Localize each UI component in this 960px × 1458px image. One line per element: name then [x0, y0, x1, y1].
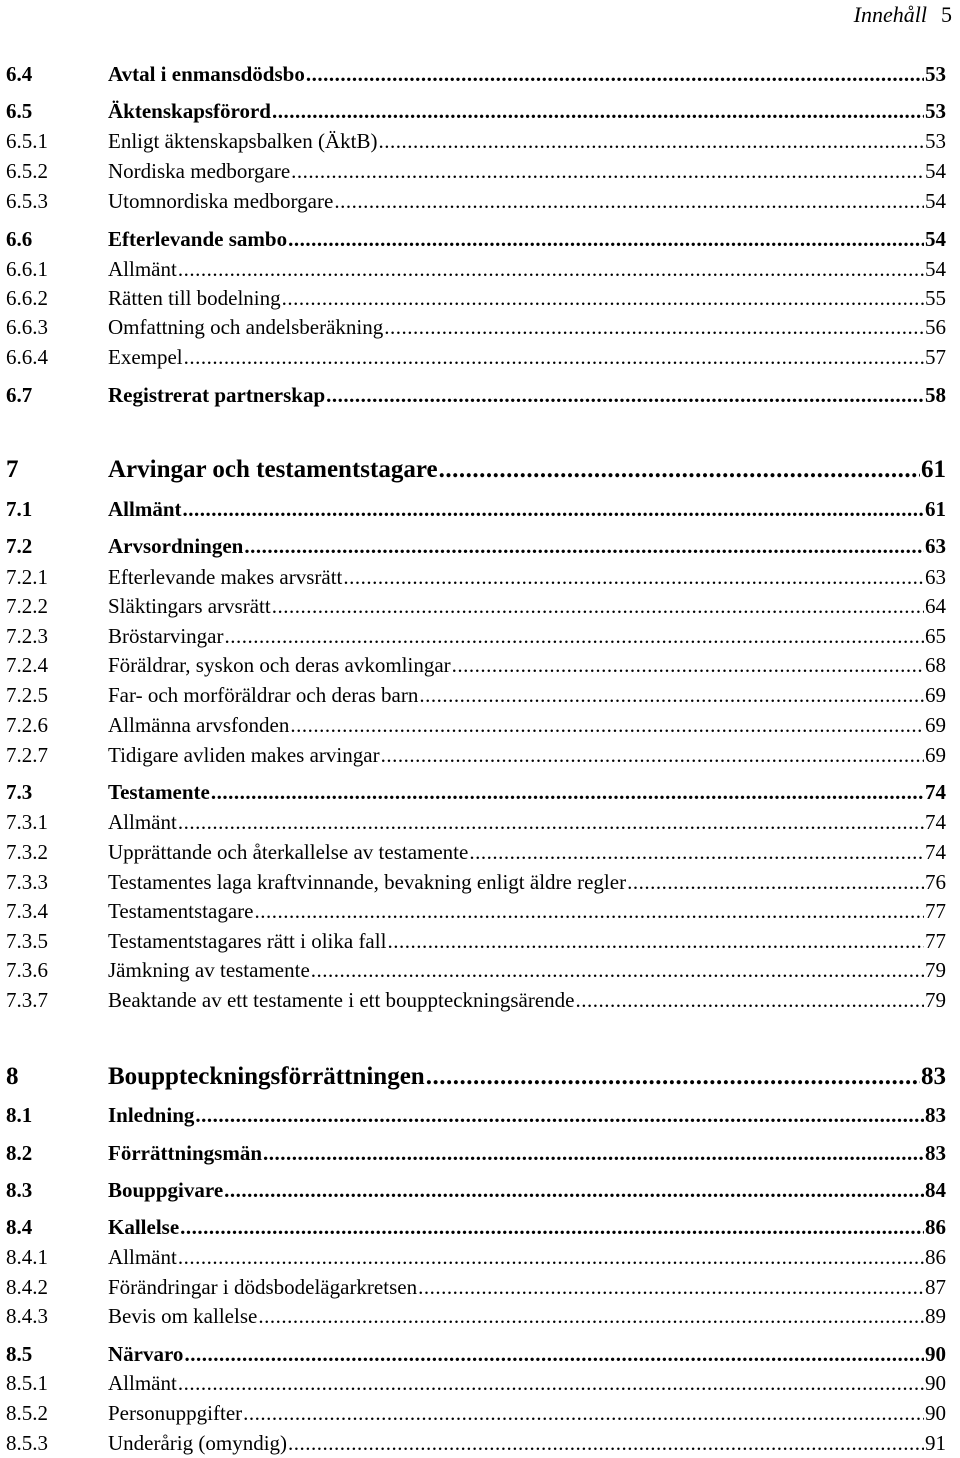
toc-entry[interactable]: [6, 312, 946, 342]
toc-dot-leader: [195, 1100, 924, 1130]
toc-entry[interactable]: [6, 494, 946, 524]
toc-entry[interactable]: [6, 1212, 946, 1242]
toc-entry-number: 7.3.1: [6, 810, 48, 834]
toc-entry-title: Kallelse: [108, 1215, 180, 1239]
toc-entry-title: Personuppgifter: [108, 1401, 243, 1425]
toc-entry[interactable]: [6, 342, 946, 372]
toc-entry-title: Underårig (omyndig): [108, 1431, 288, 1455]
toc-dot-leader: [183, 494, 925, 524]
toc-entry[interactable]: [6, 224, 946, 254]
toc-entry-title: Allmänt: [108, 1245, 177, 1269]
toc-entry-page: 90: [925, 1342, 946, 1366]
toc-entry-number: 7.3.2: [6, 840, 48, 864]
toc-dot-leader: [311, 955, 924, 985]
toc-dot-leader: [426, 1062, 920, 1092]
toc-entry-number: 6.6.4: [6, 345, 48, 369]
toc-dot-leader: [306, 59, 924, 89]
toc-entry[interactable]: [6, 955, 946, 985]
toc-entry-number: 6.5: [6, 99, 33, 123]
toc-entry-page: 91: [925, 1431, 946, 1455]
toc-dot-leader: [224, 1175, 924, 1205]
toc-entry-number: 6.7: [6, 383, 33, 407]
toc-entry-number: 6.4: [6, 62, 33, 86]
toc-entry-title: Närvaro: [108, 1342, 184, 1366]
toc-entry[interactable]: [6, 455, 946, 485]
toc-entry-number: 7.2.3: [6, 624, 48, 648]
toc-entry[interactable]: [6, 562, 946, 592]
toc-entry-page: 83: [925, 1103, 946, 1127]
toc-dot-leader: [439, 455, 920, 485]
toc-entry[interactable]: [6, 1242, 946, 1272]
toc-dot-leader: [452, 650, 924, 680]
toc-entry-page: 77: [925, 899, 946, 923]
toc-dot-leader: [290, 710, 924, 740]
toc-entry[interactable]: [6, 777, 946, 807]
toc-entry-title: Arvingar och testamentstagare: [108, 456, 438, 483]
toc-dot-leader: [288, 224, 924, 254]
toc-entry[interactable]: [6, 1428, 946, 1458]
toc-entry[interactable]: [6, 283, 946, 313]
toc-entry-title: Inledning: [108, 1103, 195, 1127]
toc-entry-title: Efterlevande sambo: [108, 227, 288, 251]
toc-entry-number: 8.3: [6, 1178, 33, 1202]
toc-entry-number: 7.2.4: [6, 653, 48, 677]
toc-dot-leader: [211, 777, 924, 807]
toc-entry-number: 8.4.1: [6, 1245, 48, 1269]
toc-entry-title: Tidigare avliden makes arvingar: [108, 743, 380, 767]
toc-dot-leader: [224, 621, 924, 651]
toc-entry-title: Släktingars arvsrätt: [108, 594, 271, 618]
toc-entry-title: Föräldrar, syskon och deras avkomlingar: [108, 653, 451, 677]
toc-entry-title: Testamente: [108, 780, 210, 804]
toc-entry[interactable]: [6, 1100, 946, 1130]
toc-entry-page: 63: [925, 565, 946, 589]
toc-entry-page: 53: [925, 129, 946, 153]
toc-entry-title: Utomnordiska medborgare: [108, 189, 334, 213]
toc-entry-number: 7.2.6: [6, 713, 48, 737]
toc-entry-number: 7.2.7: [6, 743, 48, 767]
toc-entry-number: 6.5.2: [6, 159, 48, 183]
toc-entry-title: Avtal i enmansdödsbo: [108, 62, 305, 86]
toc-dot-leader: [343, 562, 924, 592]
toc-entry-page: 87: [925, 1275, 946, 1299]
toc-entry-page: 65: [925, 624, 946, 648]
toc-entry-title: Förrättningsmän: [108, 1141, 262, 1165]
toc-entry-title: Allmänt: [108, 257, 177, 281]
toc-entry[interactable]: [6, 621, 946, 651]
toc-dot-leader: [178, 1242, 924, 1272]
toc-entry-title: Far- och morföräldrar och deras barn: [108, 683, 419, 707]
toc-entry-title: Bouppteckningsförrättningen: [108, 1063, 425, 1090]
toc-entry[interactable]: [6, 985, 946, 1015]
toc-entry-page: 79: [925, 988, 946, 1012]
toc-entry-page: 79: [925, 958, 946, 982]
toc-entry-number: 7: [6, 456, 19, 483]
toc-entry[interactable]: [6, 1272, 946, 1302]
toc-entry-title: Exempel: [108, 345, 183, 369]
toc-dot-leader: [180, 1212, 924, 1242]
toc-entry-page: 56: [925, 315, 946, 339]
toc-dot-leader: [384, 312, 924, 342]
toc-entry[interactable]: [6, 126, 946, 156]
toc-entry-number: 6.6.3: [6, 315, 48, 339]
toc-entry-number: 8.4: [6, 1215, 33, 1239]
toc-entry-number: 8: [6, 1063, 19, 1090]
toc-entry-page: 69: [925, 743, 946, 767]
toc-entry-number: 7.3.3: [6, 870, 48, 894]
toc-entry-page: 77: [925, 929, 946, 953]
toc-entry-title: Efterlevande makes arvsrätt: [108, 565, 343, 589]
toc-entry-number: 7.3: [6, 780, 33, 804]
toc-entry-number: 7.3.6: [6, 958, 48, 982]
toc-entry[interactable]: [6, 837, 946, 867]
toc-entry-title: Beaktande av ett testamente i ett bouppteckningsärende: [108, 988, 575, 1012]
toc-dot-leader: [576, 985, 925, 1015]
toc-entry-number: 7.2.2: [6, 594, 48, 618]
toc-entry-title: Testamentstagare: [108, 899, 254, 923]
toc-entry-number: 7.3.4: [6, 899, 48, 923]
toc-entry-page: 54: [925, 257, 946, 281]
toc-entry-page: 76: [925, 870, 946, 894]
toc-entry-number: 8.4.2: [6, 1275, 48, 1299]
toc-dot-leader: [387, 926, 924, 956]
toc-entry-title: Omfattning och andelsberäkning: [108, 315, 384, 339]
running-header-page-number: 5: [941, 2, 952, 27]
toc-entry-title: Allmänna arvsfonden: [108, 713, 290, 737]
toc-entry-page: 86: [925, 1215, 946, 1239]
running-header: [854, 2, 952, 28]
toc-entry[interactable]: [6, 710, 946, 740]
toc-entry-number: 8.4.3: [6, 1304, 48, 1328]
toc-entry-page: 84: [925, 1178, 946, 1202]
toc-entry-number: 7.2: [6, 534, 33, 558]
toc-entry[interactable]: [6, 59, 946, 89]
toc-entry-page: 74: [925, 840, 946, 864]
toc-entry-title: Enligt äktenskapsbalken (ÄktB): [108, 129, 378, 153]
toc-entry[interactable]: [6, 254, 946, 284]
toc-entry-page: 68: [925, 653, 946, 677]
toc-entry-number: 7.3.7: [6, 988, 48, 1012]
toc-entry[interactable]: [6, 1368, 946, 1398]
toc-entry-title: Nordiska medborgare: [108, 159, 291, 183]
toc-entry[interactable]: [6, 807, 946, 837]
toc-dot-leader: [381, 740, 924, 770]
toc-entry[interactable]: [6, 1398, 946, 1428]
toc-entry-title: Allmänt: [108, 1371, 177, 1395]
toc-dot-leader: [244, 531, 924, 561]
toc-entry-page: 86: [925, 1245, 946, 1269]
running-header-title: Innehåll: [853, 2, 927, 27]
toc-entry[interactable]: [6, 1138, 946, 1168]
toc-entry-number: 6.6: [6, 227, 33, 251]
toc-entry-title: Allmänt: [108, 497, 182, 521]
toc-entry-page: 74: [925, 780, 946, 804]
toc-entry-number: 6.6.2: [6, 286, 48, 310]
toc-dot-leader: [334, 186, 924, 216]
toc-entry[interactable]: [6, 531, 946, 561]
toc-entry-title: Testamentes laga kraftvinnande, bevakning enligt äldre regler: [108, 870, 627, 894]
toc-entry-page: 53: [925, 99, 946, 123]
toc-entry-title: Förändringar i dödsbodelägarkretsen: [108, 1275, 418, 1299]
toc-entry[interactable]: [6, 896, 946, 926]
toc-dot-leader: [288, 1428, 924, 1458]
toc-entry[interactable]: [6, 1175, 946, 1205]
toc-entry-number: 8.1: [6, 1103, 33, 1127]
toc-entry-page: 54: [925, 227, 946, 251]
toc-entry-page: 53: [925, 62, 946, 86]
toc-entry-page: 89: [925, 1304, 946, 1328]
toc-dot-leader: [627, 867, 924, 897]
toc-entry-title: Registrerat partnerskap: [108, 383, 326, 407]
toc-dot-leader: [178, 1368, 924, 1398]
toc-entry-page: 74: [925, 810, 946, 834]
toc-entry[interactable]: [6, 680, 946, 710]
toc-entry-page: 64: [925, 594, 946, 618]
toc-entry-number: 8.2: [6, 1141, 33, 1165]
toc-dot-leader: [243, 1398, 924, 1428]
toc-entry-number: 8.5.3: [6, 1431, 48, 1455]
toc-entry-number: 7.3.5: [6, 929, 48, 953]
toc-entry-number: 8.5: [6, 1342, 33, 1366]
toc-dot-leader: [418, 1272, 924, 1302]
toc-entry[interactable]: [6, 926, 946, 956]
toc-dot-leader: [178, 254, 924, 284]
toc-entry-number: 8.5.1: [6, 1371, 48, 1395]
toc-entry-page: 54: [925, 189, 946, 213]
toc-entry[interactable]: [6, 740, 946, 770]
toc-entry-number: 8.5.2: [6, 1401, 48, 1425]
toc-dot-leader: [184, 1339, 924, 1369]
toc-dot-leader: [291, 156, 924, 186]
toc-entry-title: Bevis om kallelse: [108, 1304, 258, 1328]
toc-entry-page: 61: [925, 497, 946, 521]
toc-entry-title: Arvsordningen: [108, 534, 244, 558]
toc-entry-title: Rätten till bodelning: [108, 286, 281, 310]
toc-entry-title: Bouppgivare: [108, 1178, 224, 1202]
toc-dot-leader: [378, 126, 924, 156]
toc-dot-leader: [419, 680, 924, 710]
toc-entry[interactable]: [6, 1062, 946, 1092]
toc-entry-title: Testamentstagares rätt i olika fall: [108, 929, 387, 953]
toc-entry[interactable]: [6, 591, 946, 621]
toc-entry[interactable]: [6, 1339, 946, 1369]
toc-entry-title: Upprättande och återkallelse av testamente: [108, 840, 469, 864]
toc-entry[interactable]: [6, 650, 946, 680]
toc-entry[interactable]: [6, 1301, 946, 1331]
toc-entry-number: 7.2.1: [6, 565, 48, 589]
toc-entry-title: Allmänt: [108, 810, 177, 834]
toc-dot-leader: [282, 283, 924, 313]
toc-entry-page: 90: [925, 1371, 946, 1395]
toc-entry-page: 90: [925, 1401, 946, 1425]
toc-dot-leader: [258, 1301, 924, 1331]
toc-entry-title: Jämkning av testamente: [108, 958, 310, 982]
toc-entry[interactable]: [6, 156, 946, 186]
toc-entry-page: 61: [921, 456, 946, 483]
toc-dot-leader: [469, 837, 924, 867]
toc-entry-page: 63: [925, 534, 946, 558]
toc-dot-leader: [263, 1138, 924, 1168]
toc-dot-leader: [272, 591, 924, 621]
toc-entry-page: 83: [921, 1063, 946, 1090]
toc-entry-page: 83: [925, 1141, 946, 1165]
toc-entry[interactable]: [6, 96, 946, 126]
toc-entry-number: 6.5.3: [6, 189, 48, 213]
toc-dot-leader: [272, 96, 924, 126]
toc-entry-title: Äktenskapsförord: [108, 99, 271, 123]
toc-dot-leader: [254, 896, 924, 926]
toc-entry[interactable]: [6, 380, 946, 410]
toc-entry-page: 58: [925, 383, 946, 407]
toc-dot-leader: [178, 807, 924, 837]
toc-entry-page: 54: [925, 159, 946, 183]
toc-dot-leader: [326, 380, 924, 410]
toc-entry-number: 7.2.5: [6, 683, 48, 707]
toc-entry-number: 7.1: [6, 497, 33, 521]
toc-entry[interactable]: [6, 186, 946, 216]
toc-dot-leader: [184, 342, 924, 372]
toc-entry-page: 55: [925, 286, 946, 310]
toc-entry-page: 57: [925, 345, 946, 369]
toc-entry-number: 6.6.1: [6, 257, 48, 281]
toc-entry[interactable]: [6, 867, 946, 897]
toc-entry-number: 6.5.1: [6, 129, 48, 153]
toc-entry-title: Bröstarvingar: [108, 624, 224, 648]
toc-entry-page: 69: [925, 683, 946, 707]
toc-entry-page: 69: [925, 713, 946, 737]
